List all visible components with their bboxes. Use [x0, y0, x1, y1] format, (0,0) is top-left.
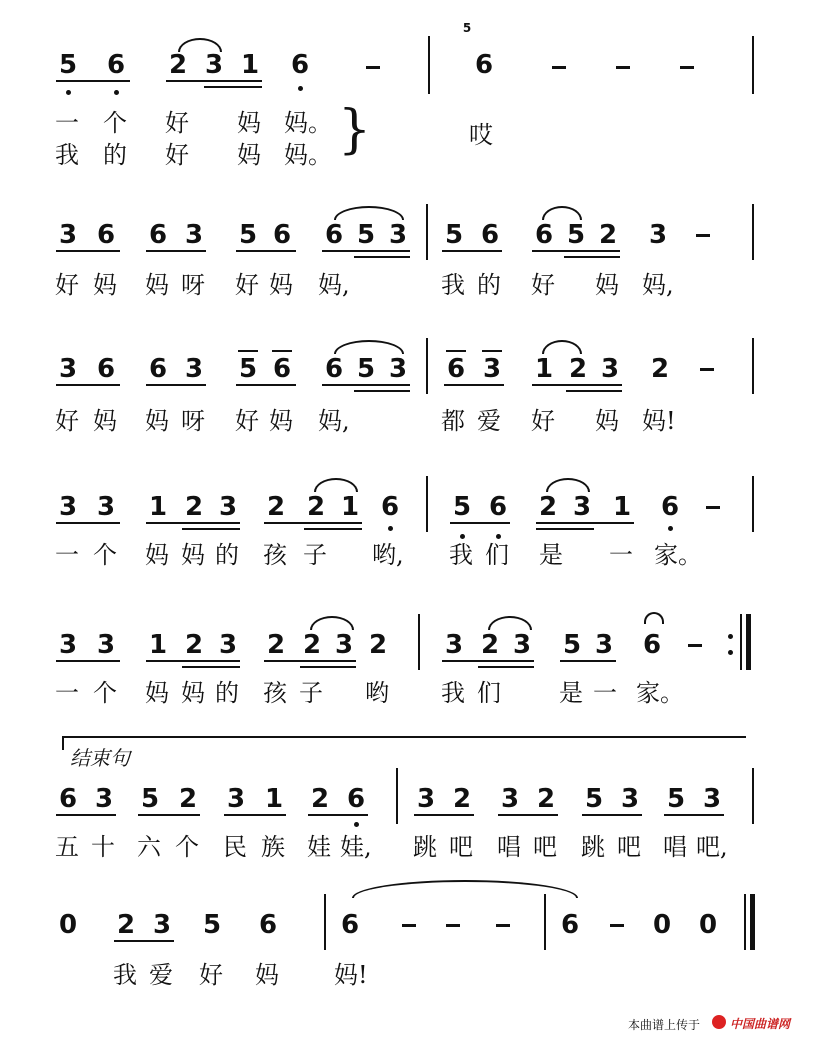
- lyric: 六: [137, 833, 161, 861]
- underline: [354, 256, 410, 258]
- note: 5: [58, 50, 78, 80]
- lyric: 是: [559, 679, 583, 707]
- note: 2: [368, 630, 388, 660]
- slur: [314, 478, 358, 492]
- barline: [426, 338, 428, 394]
- note: 3: [58, 630, 78, 660]
- lyric: 妈!: [334, 961, 368, 989]
- lyric: 家。: [654, 541, 702, 569]
- underline: [182, 666, 240, 668]
- note: 5: [452, 492, 472, 522]
- note: 1: [340, 492, 360, 522]
- note: 6: [480, 220, 500, 250]
- note: 6: [346, 784, 366, 814]
- hold-dash: [680, 66, 694, 69]
- note: 3: [58, 492, 78, 522]
- note: 3: [648, 220, 668, 250]
- underline: [498, 814, 558, 816]
- underline: [204, 86, 262, 88]
- note: 0: [698, 910, 718, 940]
- note: 6: [96, 354, 116, 384]
- underline: [114, 940, 174, 942]
- lyric: 爱: [477, 407, 501, 435]
- hold-dash: [496, 924, 510, 927]
- underline: [182, 528, 240, 530]
- slur: [310, 616, 354, 630]
- note: 6: [148, 354, 168, 384]
- slur: [334, 340, 404, 354]
- underline: [478, 666, 534, 668]
- slur: [542, 340, 582, 354]
- brace: }: [338, 100, 372, 160]
- underline: [264, 522, 362, 524]
- note: 3: [96, 630, 116, 660]
- lyric: 个: [93, 679, 117, 707]
- lyric: 呀: [181, 407, 205, 435]
- note: 6: [258, 910, 278, 940]
- underline: [442, 660, 534, 662]
- underline: [146, 250, 206, 252]
- low-octave-dot: [114, 90, 119, 95]
- note: 3: [482, 354, 502, 384]
- lyric: 族: [261, 833, 285, 861]
- note: 5: [238, 354, 258, 384]
- underline: [264, 660, 356, 662]
- hold-dash: [700, 368, 714, 371]
- lyric: 哎: [469, 121, 493, 149]
- lyric: 妈: [269, 407, 293, 435]
- underline: [560, 660, 616, 662]
- underline: [224, 814, 286, 816]
- low-octave-dot: [354, 822, 359, 827]
- lyric: 孩: [263, 541, 287, 569]
- slur: [542, 206, 582, 220]
- underline: [354, 390, 410, 392]
- underline: [56, 660, 120, 662]
- note: 2: [266, 492, 286, 522]
- barline: [544, 894, 546, 950]
- lyric: 好: [165, 109, 189, 137]
- note: 1: [264, 784, 284, 814]
- note: 2: [536, 784, 556, 814]
- underline: [482, 350, 502, 352]
- note: 3: [444, 630, 464, 660]
- lyric: 个: [103, 109, 127, 137]
- lyric: 一: [593, 679, 617, 707]
- note: 5: [140, 784, 160, 814]
- hold-dash: [688, 644, 702, 647]
- barline: [752, 338, 754, 394]
- note: 0: [58, 910, 78, 940]
- low-octave-dot: [496, 534, 501, 539]
- barline: [752, 768, 754, 824]
- note: 1: [240, 50, 260, 80]
- lyric: 我: [449, 541, 473, 569]
- low-octave-dot: [388, 526, 393, 531]
- underline: [56, 522, 120, 524]
- fermata: [644, 612, 664, 624]
- note: 3: [620, 784, 640, 814]
- lyric: 的: [103, 141, 127, 169]
- lyric: 娃: [307, 833, 331, 861]
- underline: [444, 384, 504, 386]
- lyric: 好: [199, 961, 223, 989]
- note: 6: [324, 354, 344, 384]
- hold-dash: [402, 924, 416, 927]
- underline: [146, 660, 240, 662]
- note: 6: [474, 50, 494, 80]
- lyric: 呀: [181, 271, 205, 299]
- note: 3: [594, 630, 614, 660]
- barline: [752, 476, 754, 532]
- note: 1: [148, 492, 168, 522]
- lyric: 我: [441, 271, 465, 299]
- barline: [396, 768, 398, 824]
- note: 1: [148, 630, 168, 660]
- note: 2: [568, 354, 588, 384]
- lyric: 我: [441, 679, 465, 707]
- note: 5: [666, 784, 686, 814]
- underline: [582, 814, 642, 816]
- note: 6: [106, 50, 126, 80]
- lyric: 们: [485, 541, 509, 569]
- slur: [334, 206, 404, 220]
- note: 2: [302, 630, 322, 660]
- lyric: 好: [55, 271, 79, 299]
- lyric: 吧,: [696, 833, 728, 861]
- low-octave-dot: [668, 526, 673, 531]
- note: 2: [650, 354, 670, 384]
- underline: [56, 814, 116, 816]
- note: 5: [356, 354, 376, 384]
- note: 6: [324, 220, 344, 250]
- note: 3: [416, 784, 436, 814]
- note: 5: [562, 630, 582, 660]
- lyric: 妈,: [642, 271, 674, 299]
- barline: [752, 204, 754, 260]
- note: 2: [538, 492, 558, 522]
- note: 3: [96, 492, 116, 522]
- lyric: 好: [531, 271, 555, 299]
- lyric: 妈,: [318, 271, 350, 299]
- lyric: 妈: [145, 541, 169, 569]
- lyric: 一: [609, 541, 633, 569]
- barline: [418, 614, 420, 670]
- note: 3: [388, 354, 408, 384]
- lyric: 一: [55, 541, 79, 569]
- lyric: 是: [539, 541, 563, 569]
- lyric: 们: [477, 679, 501, 707]
- lyric: 一: [55, 109, 79, 137]
- lyric: 哟: [365, 679, 389, 707]
- underline: [536, 528, 594, 530]
- lyric: 妈,: [318, 407, 350, 435]
- lyric: 家。: [636, 679, 684, 707]
- repeat-dot: [728, 650, 733, 655]
- note: 1: [534, 354, 554, 384]
- underline: [300, 666, 356, 668]
- note: 5: [584, 784, 604, 814]
- lyric: 好: [235, 407, 259, 435]
- note: 6: [58, 784, 78, 814]
- underline: [304, 528, 362, 530]
- underline: [56, 80, 130, 82]
- barline: [426, 204, 428, 260]
- note: 3: [600, 354, 620, 384]
- footer-site[interactable]: 中国曲谱网: [730, 1017, 791, 1031]
- note: 3: [500, 784, 520, 814]
- ending-bracket: [62, 736, 64, 750]
- underline: [146, 384, 206, 386]
- lyric: 妈: [93, 271, 117, 299]
- barline: [428, 36, 430, 94]
- slur: [488, 616, 532, 630]
- note: 2: [598, 220, 618, 250]
- site-logo-icon: [712, 1015, 726, 1029]
- underline: [566, 390, 622, 392]
- lyric: 我: [55, 141, 79, 169]
- note: 3: [204, 50, 224, 80]
- note: 3: [572, 492, 592, 522]
- underline: [166, 80, 262, 82]
- lyric: 跳: [413, 833, 437, 861]
- grace-note: 5: [462, 21, 472, 35]
- hold-dash: [366, 66, 380, 69]
- underline: [236, 250, 296, 252]
- repeat-dot: [728, 634, 733, 639]
- barline: [324, 894, 326, 950]
- lyric: 都: [441, 407, 465, 435]
- note: 3: [94, 784, 114, 814]
- underline: [138, 814, 200, 816]
- lyric: 的: [477, 271, 501, 299]
- lyric: 跳: [581, 833, 605, 861]
- underline: [532, 384, 622, 386]
- lyric: 妈: [237, 109, 261, 137]
- hold-dash: [610, 924, 624, 927]
- note: 3: [388, 220, 408, 250]
- barline: [740, 614, 742, 670]
- lyric: 妈: [145, 407, 169, 435]
- note: 6: [446, 354, 466, 384]
- underline: [146, 522, 240, 524]
- lyric: 个: [175, 833, 199, 861]
- lyric: 子: [299, 679, 323, 707]
- note: 2: [184, 630, 204, 660]
- lyric: 好: [55, 407, 79, 435]
- underline: [322, 250, 410, 252]
- note: 6: [560, 910, 580, 940]
- note: 2: [116, 910, 136, 940]
- note: 6: [148, 220, 168, 250]
- underline: [450, 522, 510, 524]
- underline: [532, 250, 620, 252]
- low-octave-dot: [460, 534, 465, 539]
- underline: [308, 814, 368, 816]
- note: 1: [612, 492, 632, 522]
- note: 0: [652, 910, 672, 940]
- note: 5: [202, 910, 222, 940]
- lyric: 一: [55, 679, 79, 707]
- lyric: 娃,: [340, 833, 372, 861]
- underline: [442, 250, 502, 252]
- lyric: 好: [165, 141, 189, 169]
- lyric: 妈: [595, 271, 619, 299]
- lyric: 妈: [269, 271, 293, 299]
- hold-dash: [696, 234, 710, 237]
- note: 6: [96, 220, 116, 250]
- lyric: 哟,: [372, 541, 404, 569]
- underline: [236, 384, 296, 386]
- lyric: 吧: [617, 833, 641, 861]
- low-octave-dot: [66, 90, 71, 95]
- note: 6: [534, 220, 554, 250]
- underline: [536, 522, 634, 524]
- note: 5: [444, 220, 464, 250]
- hold-dash: [552, 66, 566, 69]
- note: 6: [272, 354, 292, 384]
- lyric: 好: [235, 271, 259, 299]
- underline: [446, 350, 466, 352]
- note: 3: [512, 630, 532, 660]
- barline: [426, 476, 428, 532]
- ending-line: [62, 736, 746, 738]
- note: 3: [184, 354, 204, 384]
- note: 3: [58, 220, 78, 250]
- note: 3: [226, 784, 246, 814]
- lyric: 的: [215, 679, 239, 707]
- lyric: 吧: [449, 833, 473, 861]
- lyric: 的: [215, 541, 239, 569]
- note: 6: [340, 910, 360, 940]
- lyric: 妈: [595, 407, 619, 435]
- lyric: 唱: [497, 833, 521, 861]
- lyric: 妈: [237, 141, 261, 169]
- underline: [272, 350, 292, 352]
- underline: [322, 384, 410, 386]
- note: 5: [238, 220, 258, 250]
- lyric: 妈: [93, 407, 117, 435]
- lyric: 妈: [255, 961, 279, 989]
- note: 2: [184, 492, 204, 522]
- lyric: 妈。: [284, 141, 332, 169]
- footer-uploaded: 本曲谱上传于: [628, 1018, 701, 1032]
- note: 2: [168, 50, 188, 80]
- lyric: 五: [55, 833, 79, 861]
- lyric: 个: [93, 541, 117, 569]
- underline: [414, 814, 474, 816]
- note: 6: [660, 492, 680, 522]
- low-octave-dot: [298, 86, 303, 91]
- note: 3: [334, 630, 354, 660]
- underline: [56, 384, 120, 386]
- lyric: 爱: [149, 961, 173, 989]
- note: 2: [480, 630, 500, 660]
- note: 2: [266, 630, 286, 660]
- note: 6: [272, 220, 292, 250]
- note: 3: [218, 630, 238, 660]
- note: 5: [356, 220, 376, 250]
- lyric: 吧: [533, 833, 557, 861]
- lyric: 妈!: [642, 407, 676, 435]
- lyric: 妈: [145, 679, 169, 707]
- underline: [56, 250, 120, 252]
- note: 6: [380, 492, 400, 522]
- note: 3: [58, 354, 78, 384]
- lyric: 子: [303, 541, 327, 569]
- tie: [352, 880, 578, 898]
- hold-dash: [446, 924, 460, 927]
- underline: [664, 814, 724, 816]
- note: 3: [218, 492, 238, 522]
- note: 2: [452, 784, 472, 814]
- slur: [178, 38, 222, 52]
- lyric: 好: [531, 407, 555, 435]
- lyric: 我: [113, 961, 137, 989]
- hold-dash: [706, 506, 720, 509]
- lyric: 民: [223, 833, 247, 861]
- note: 6: [290, 50, 310, 80]
- hold-dash: [616, 66, 630, 69]
- note: 2: [306, 492, 326, 522]
- note: 5: [566, 220, 586, 250]
- ending-label: 结束句: [70, 746, 130, 770]
- note: 3: [702, 784, 722, 814]
- lyric: 唱: [663, 833, 687, 861]
- lyric: 妈: [181, 541, 205, 569]
- note: 3: [152, 910, 172, 940]
- lyric: 妈: [181, 679, 205, 707]
- underline: [238, 350, 258, 352]
- barline: [752, 36, 754, 94]
- note: 2: [310, 784, 330, 814]
- lyric: 十: [91, 833, 115, 861]
- note: 3: [184, 220, 204, 250]
- barline: [744, 894, 746, 950]
- lyric: 妈。: [284, 109, 332, 137]
- final-barline: [750, 894, 755, 950]
- slur: [546, 478, 590, 492]
- final-barline: [746, 614, 751, 670]
- note: 6: [642, 630, 662, 660]
- lyric: 孩: [263, 679, 287, 707]
- lyric: 妈: [145, 271, 169, 299]
- note: 6: [488, 492, 508, 522]
- underline: [564, 256, 620, 258]
- note: 2: [178, 784, 198, 814]
